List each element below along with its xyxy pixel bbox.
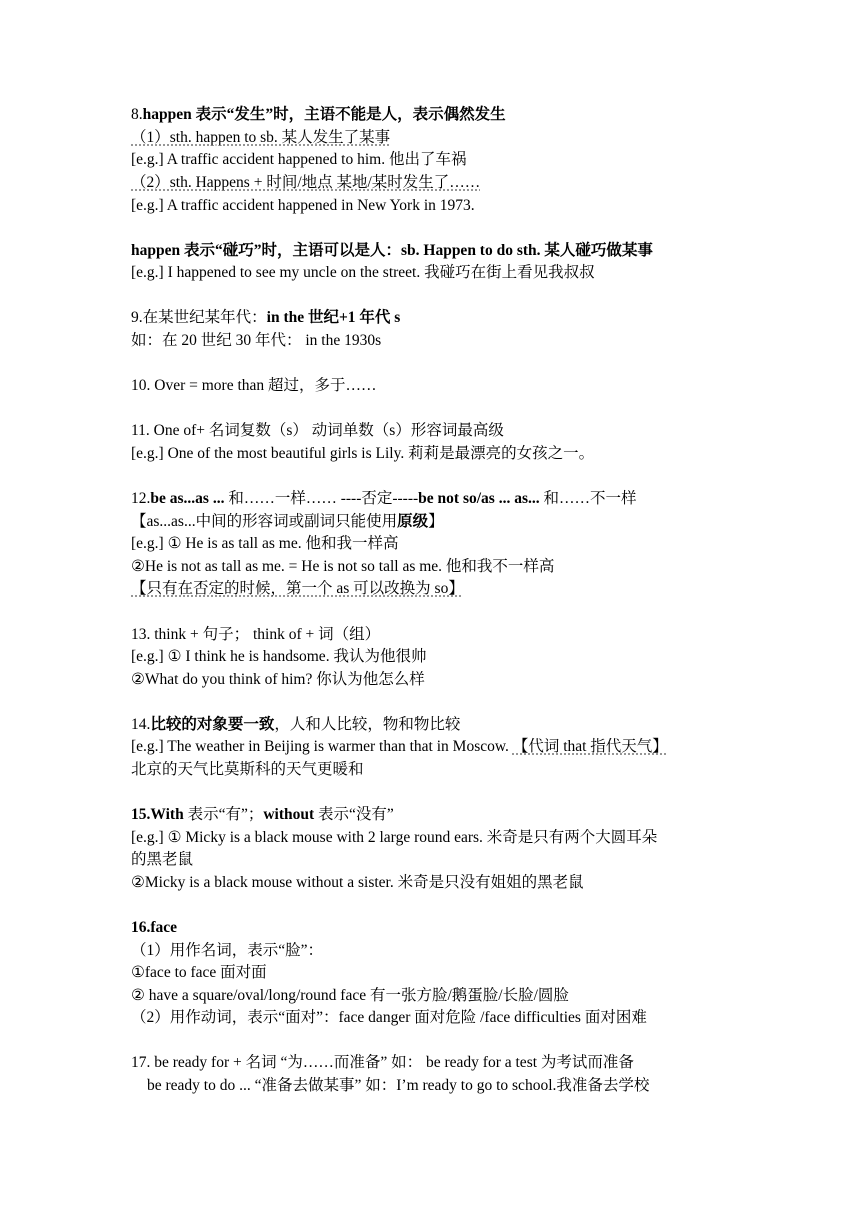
section-number: 12.: [131, 490, 151, 507]
meaning-without: 表示“没有”: [314, 806, 394, 823]
example-note: 【代词 that 指代天气】: [512, 738, 668, 755]
section-17-line-1: 17. be ready for + 名词 “为……而准备” 如： be ready for a test 为考试而准备: [131, 1054, 634, 1071]
section-heading: happen 表示“发生”时，主语不能是人，表示偶然发生: [142, 106, 506, 123]
section-8-example-1: [e.g.] A traffic accident happened to him. 他出了车祸: [131, 151, 467, 168]
section-15-title: [131, 804, 394, 826]
section-15-example-2: ②Micky is a black mouse without a sister. 米奇是只没有姐姐的黑老鼠: [131, 874, 584, 891]
section-14-translation: 北京的天气比莫斯科的天气更暖和: [131, 761, 364, 778]
phrase-positive: be as...as ...: [150, 490, 225, 507]
meaning-with: 表示“有”；: [183, 806, 264, 823]
section-formula: in the 世纪+1 年代 s: [266, 309, 401, 326]
section-16-point-1: （1）用作名词，表示“脸”：: [131, 942, 324, 959]
section-12-example-1: [e.g.] ① He is as tall as me. 他和我一样高: [131, 535, 399, 552]
section-9-example: 如：在 20 世纪 30 年代： in the 1930s: [131, 332, 382, 349]
section-10-title: 10. Over = more than 超过，多于……: [131, 377, 377, 394]
section-12-note: [131, 511, 444, 533]
note-bracket: 】: [428, 513, 444, 530]
section-12-note-2: [131, 578, 464, 600]
section-11-title: 11. One of+ 名词复数（s） 动词单数（s）形容词最高级: [131, 422, 504, 439]
section-8-example-2: [e.g.] A traffic accident happened in New York in 1973.: [131, 197, 475, 214]
section-8b-title: happen 表示“碰巧”时，主语可以是人：sb. Happen to do sth. 某人碰巧做某事: [131, 242, 653, 259]
note-bold: 原级: [397, 513, 429, 530]
section-heading-rest: ，人和人比较，物和物比较: [274, 716, 461, 733]
note-text: 【只有在否定的时候，第一个 as 可以改换为 so】: [131, 580, 464, 597]
section-15-example-1: [e.g.] ① Micky is a black mouse with 2 large round ears. 米奇是只有两个大圆耳朵: [131, 829, 658, 846]
section-13-example-1: [e.g.] ① I think he is handsome. 我认为他很帅: [131, 648, 427, 665]
phrase-connector: 和……一样…… ----否定-----: [224, 490, 419, 507]
phrase-meaning: 和……不一样: [539, 490, 637, 507]
section-13-example-2: ②What do you think of him? 你认为他怎么样: [131, 671, 425, 688]
section-12-title: [131, 488, 637, 510]
section-number: 8.: [131, 106, 143, 123]
example-text: [e.g.] The weather in Beijing is warmer than that in Moscow.: [131, 738, 513, 755]
section-8b-example: [e.g.] I happened to see my uncle on the street. 我碰巧在街上看见我叔叔: [131, 264, 595, 281]
section-16-point-2: （2）用作动词，表示“面对”：face danger 面对危险 /face difficulties 面对困难: [131, 1009, 647, 1026]
section-9-title: [131, 307, 400, 329]
keyword-without: without: [263, 806, 315, 823]
point-text: （1）sth. happen to sb. 某人发生了某事: [131, 129, 391, 146]
point-text: （2）sth. Happens + 时间/地点 某地/某时发生了……: [131, 174, 481, 191]
section-14-title: [131, 714, 460, 736]
section-number: 14.: [131, 716, 151, 733]
section-16-example-1a: ①face to face 面对面: [131, 964, 267, 981]
section-11-example: [e.g.] One of the most beautiful girls is Lily. 莉莉是最漂亮的女孩之一。: [131, 445, 595, 462]
note-text: 【as...as...中间的形容词或副词只能使用: [131, 513, 398, 530]
section-14-example: [131, 736, 668, 758]
section-15-example-1-cont: 的黑老鼠: [131, 851, 194, 868]
section-16-example-1b: ② have a square/oval/long/round face 有一张方脸/鹅蛋脸/长脸/圆脸: [131, 987, 569, 1004]
section-8-point-1: [131, 127, 390, 149]
section-17-line-2: be ready to do ... “准备去做某事” 如：I’m ready to go to school.我准备去学校: [147, 1077, 650, 1094]
section-heading: 比较的对象要一致: [150, 716, 275, 733]
section-12-example-2: ②He is not as tall as me. = He is not so tall as me. 他和我不一样高: [131, 558, 555, 575]
keyword-with: 15.With: [131, 806, 184, 823]
section-8-point-2: [131, 172, 480, 194]
section-heading: 9.在某世纪某年代：: [131, 309, 267, 326]
section-8-title: [131, 104, 506, 126]
section-13-title: 13. think + 句子； think of + 词（组）: [131, 626, 381, 643]
phrase-negative: be not so/as ... as...: [418, 490, 540, 507]
section-16-title: 16.face: [131, 919, 178, 936]
